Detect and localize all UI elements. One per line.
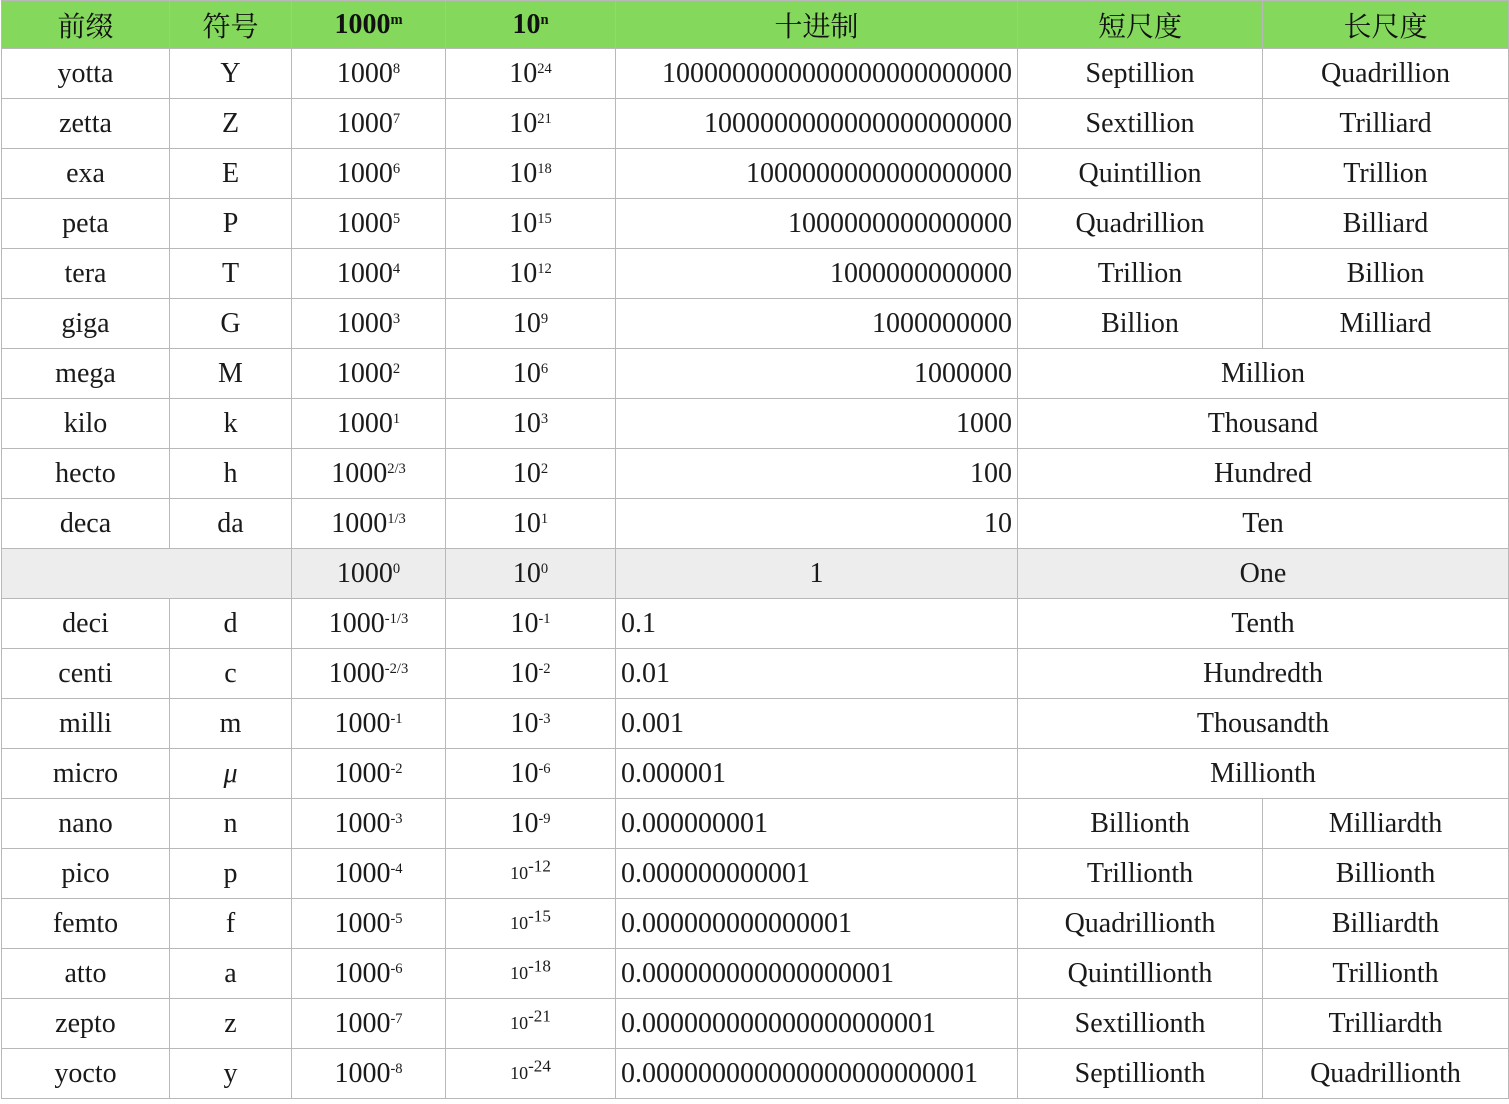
scale-name-cell: Thousandth xyxy=(1018,699,1509,749)
table-row xyxy=(2,649,1509,699)
symbol-cell: da xyxy=(170,499,292,549)
power-of-thousand-cell-exponent: -8 xyxy=(390,1060,403,1077)
power-of-ten-cell-exponent: 2 xyxy=(540,460,549,477)
decimal-cell: 1 xyxy=(616,549,1018,599)
prefix-cell: exa xyxy=(2,149,170,199)
power-of-ten-cell xyxy=(446,149,616,199)
power-of-ten-cell xyxy=(446,399,616,449)
power-of-thousand-cell xyxy=(292,999,446,1049)
power-of-ten-cell-base: 10 xyxy=(509,57,538,89)
power-of-thousand-cell-base: 1000 xyxy=(334,707,391,739)
table-row xyxy=(2,599,1509,649)
power-of-thousand-cell-exponent: 8 xyxy=(392,60,401,77)
power-of-ten-cell-exponent: 21 xyxy=(537,110,552,127)
decimal-cell: 0.000000000000001 xyxy=(616,899,1018,949)
short-scale-cell: Sextillionth xyxy=(1018,999,1263,1049)
decimal-cell: 0.000000001 xyxy=(616,799,1018,849)
power-of-ten-cell-base: 10 xyxy=(512,407,541,439)
power-of-ten-cell xyxy=(446,199,616,249)
long-scale-cell: Billiard xyxy=(1263,199,1509,249)
long-scale-cell: Billionth xyxy=(1263,849,1509,899)
power-of-ten-cell-exponent: 6 xyxy=(540,360,549,377)
power-of-thousand-cell-base: 1000 xyxy=(334,1057,391,1089)
power-of-ten-cell-base: 10 xyxy=(512,307,541,339)
power-of-thousand-cell-base: 1000 xyxy=(334,957,391,989)
symbol-cell: a xyxy=(170,949,292,999)
power-of-ten-cell-exponent: 3 xyxy=(540,410,549,427)
power-of-ten-cell xyxy=(446,249,616,299)
power-of-thousand-cell-exponent: 5 xyxy=(392,210,401,227)
power-of-ten-cell-base: 10 xyxy=(512,507,541,539)
power-of-thousand-cell-base: 1000 xyxy=(331,457,388,489)
header-decimal: 十进制 xyxy=(616,1,1018,49)
power-of-thousand-cell-base: 1000 xyxy=(334,757,391,789)
power-of-thousand-cell xyxy=(292,49,446,99)
header-power-of-thousand-base: 1000 xyxy=(334,8,391,40)
power-of-thousand-cell-base: 1000 xyxy=(336,407,393,439)
power-of-thousand-cell-base: 1000 xyxy=(336,557,393,589)
table-row xyxy=(2,549,1509,599)
prefix-cell: yotta xyxy=(2,49,170,99)
power-of-ten-cell-base: 10 xyxy=(510,707,539,739)
power-of-ten-cell-base: 10 xyxy=(510,807,539,839)
symbol-cell: y xyxy=(170,1049,292,1099)
header-power-of-ten-base: 10 xyxy=(512,8,541,40)
decimal-cell: 1000 xyxy=(616,399,1018,449)
power-of-thousand-cell-exponent: -2 xyxy=(390,760,403,777)
prefix-cell: peta xyxy=(2,199,170,249)
power-of-thousand-cell-exponent: 3 xyxy=(392,310,401,327)
power-of-ten-cell xyxy=(446,99,616,149)
power-of-thousand-cell-base: 1000 xyxy=(334,907,391,939)
prefix-cell: zetta xyxy=(2,99,170,149)
header-short-scale: 短尺度 xyxy=(1018,1,1263,49)
power-of-ten-cell-exponent: -2 xyxy=(538,660,551,677)
decimal-cell: 1000000000000000000000 xyxy=(616,99,1018,149)
scale-name-cell: Ten xyxy=(1018,499,1509,549)
scale-name-cell: One xyxy=(1018,549,1509,599)
decimal-cell: 0.000000000001 xyxy=(616,849,1018,899)
prefix-cell: zepto xyxy=(2,999,170,1049)
power-of-ten-cell xyxy=(446,699,616,749)
prefix-cell: femto xyxy=(2,899,170,949)
table-row xyxy=(2,949,1509,999)
power-of-thousand-cell-exponent: -7 xyxy=(390,1010,403,1027)
power-of-ten-cell-base: 10 xyxy=(509,207,538,239)
power-of-thousand-cell-exponent: 6 xyxy=(392,160,401,177)
long-scale-cell: Milliardth xyxy=(1263,799,1509,849)
power-of-ten-cell-exponent: -15 xyxy=(528,906,551,926)
short-scale-cell: Billion xyxy=(1018,299,1263,349)
header-row xyxy=(2,1,1509,49)
power-of-ten-cell xyxy=(446,1049,616,1099)
power-of-ten-cell-exponent: -18 xyxy=(528,956,551,976)
decimal-cell: 0.001 xyxy=(616,699,1018,749)
power-of-ten-cell-exponent: -12 xyxy=(528,856,551,876)
short-scale-cell: Trillion xyxy=(1018,249,1263,299)
symbol-cell: E xyxy=(170,149,292,199)
power-of-thousand-cell-base: 1000 xyxy=(336,157,393,189)
power-of-thousand-cell-base: 1000 xyxy=(336,107,393,139)
power-of-thousand-cell-exponent: -6 xyxy=(390,960,403,977)
prefix-cell: atto xyxy=(2,949,170,999)
scale-name-cell: Thousand xyxy=(1018,399,1509,449)
power-of-thousand-cell-base: 1000 xyxy=(328,607,385,639)
power-of-ten-cell-base: 10 xyxy=(512,357,541,389)
prefix-cell: hecto xyxy=(2,449,170,499)
decimal-cell: 1000000000000000000 xyxy=(616,149,1018,199)
prefix-cell: nano xyxy=(2,799,170,849)
power-of-ten-cell-base: 10 xyxy=(510,963,529,983)
power-of-thousand-cell-exponent: 2/3 xyxy=(387,460,406,477)
scale-name-cell: Million xyxy=(1018,349,1509,399)
symbol-cell: m xyxy=(170,699,292,749)
symbol-cell: P xyxy=(170,199,292,249)
prefix-cell: kilo xyxy=(2,399,170,449)
power-of-ten-cell-exponent: 12 xyxy=(537,260,552,277)
short-scale-cell: Trillionth xyxy=(1018,849,1263,899)
table-row xyxy=(2,449,1509,499)
power-of-ten-cell xyxy=(446,649,616,699)
power-of-thousand-cell xyxy=(292,449,446,499)
power-of-ten-cell-exponent: -3 xyxy=(538,710,551,727)
power-of-ten-cell-base: 10 xyxy=(509,157,538,189)
power-of-ten-cell xyxy=(446,549,616,599)
power-of-ten-cell-exponent: -6 xyxy=(538,760,551,777)
decimal-cell: 0.01 xyxy=(616,649,1018,699)
prefix-cell: mega xyxy=(2,349,170,399)
table-row xyxy=(2,749,1509,799)
header-symbol: 符号 xyxy=(170,1,292,49)
power-of-ten-cell-exponent: 0 xyxy=(540,560,549,577)
power-of-ten-cell-base: 10 xyxy=(510,607,539,639)
short-scale-cell: Quintillion xyxy=(1018,149,1263,199)
power-of-ten-cell xyxy=(446,299,616,349)
power-of-thousand-cell xyxy=(292,99,446,149)
decimal-cell: 0.1 xyxy=(616,599,1018,649)
table-row xyxy=(2,99,1509,149)
power-of-thousand-cell-base: 1000 xyxy=(331,507,388,539)
power-of-thousand-cell-base: 1000 xyxy=(336,357,393,389)
power-of-thousand-cell-base: 1000 xyxy=(334,807,391,839)
power-of-thousand-cell-exponent: 1 xyxy=(392,410,401,427)
power-of-ten-cell xyxy=(446,949,616,999)
empty-prefix-cell xyxy=(2,549,292,599)
power-of-ten-cell-base: 10 xyxy=(510,913,529,933)
power-of-thousand-cell xyxy=(292,849,446,899)
short-scale-cell: Septillionth xyxy=(1018,1049,1263,1099)
power-of-thousand-cell-base: 1000 xyxy=(336,307,393,339)
symbol-cell: Z xyxy=(170,99,292,149)
long-scale-cell: Billion xyxy=(1263,249,1509,299)
power-of-thousand-cell xyxy=(292,299,446,349)
power-of-ten-cell xyxy=(446,499,616,549)
long-scale-cell: Milliard xyxy=(1263,299,1509,349)
power-of-thousand-cell-base: 1000 xyxy=(336,57,393,89)
header-prefix: 前缀 xyxy=(2,1,170,49)
power-of-ten-cell-base: 10 xyxy=(509,257,538,289)
table-row xyxy=(2,899,1509,949)
power-of-ten-cell-exponent: -21 xyxy=(528,1006,551,1026)
power-of-ten-cell-exponent: 9 xyxy=(540,310,549,327)
symbol-cell: μ xyxy=(170,749,292,799)
power-of-ten-cell xyxy=(446,799,616,849)
power-of-thousand-cell xyxy=(292,349,446,399)
long-scale-cell: Trilliard xyxy=(1263,99,1509,149)
header-power-of-thousand-exponent: m xyxy=(390,11,403,28)
prefix-cell: centi xyxy=(2,649,170,699)
power-of-thousand-cell-base: 1000 xyxy=(334,857,391,889)
long-scale-cell: Billiardth xyxy=(1263,899,1509,949)
decimal-cell: 100 xyxy=(616,449,1018,499)
power-of-ten-cell-base: 10 xyxy=(509,107,538,139)
power-of-thousand-cell-base: 1000 xyxy=(336,257,393,289)
table-row xyxy=(2,799,1509,849)
power-of-thousand-cell-base: 1000 xyxy=(336,207,393,239)
table-row xyxy=(2,249,1509,299)
power-of-thousand-cell-exponent: 2 xyxy=(392,360,401,377)
power-of-thousand-cell xyxy=(292,749,446,799)
prefix-cell: pico xyxy=(2,849,170,899)
power-of-thousand-cell xyxy=(292,499,446,549)
power-of-thousand-cell xyxy=(292,699,446,749)
short-scale-cell: Billionth xyxy=(1018,799,1263,849)
symbol-cell: p xyxy=(170,849,292,899)
power-of-ten-cell-exponent: -1 xyxy=(538,610,551,627)
symbol-cell: c xyxy=(170,649,292,699)
power-of-thousand-cell xyxy=(292,399,446,449)
prefix-cell: giga xyxy=(2,299,170,349)
power-of-thousand-cell xyxy=(292,199,446,249)
symbol-cell: f xyxy=(170,899,292,949)
power-of-thousand-cell-exponent: -5 xyxy=(390,910,403,927)
power-of-thousand-cell-exponent: 1/3 xyxy=(387,510,406,527)
header-power-of-ten xyxy=(446,1,616,49)
scale-name-cell: Tenth xyxy=(1018,599,1509,649)
table-row xyxy=(2,699,1509,749)
decimal-cell: 0.000000000000000001 xyxy=(616,949,1018,999)
prefix-cell: micro xyxy=(2,749,170,799)
short-scale-cell: Sextillion xyxy=(1018,99,1263,149)
power-of-thousand-cell-exponent: -1/3 xyxy=(384,610,409,627)
power-of-ten-cell-exponent: -24 xyxy=(528,1056,551,1076)
symbol-cell: M xyxy=(170,349,292,399)
power-of-thousand-cell xyxy=(292,549,446,599)
scale-name-cell: Hundredth xyxy=(1018,649,1509,699)
long-scale-cell: Trilliardth xyxy=(1263,999,1509,1049)
scale-name-cell: Hundred xyxy=(1018,449,1509,499)
table-row xyxy=(2,399,1509,449)
short-scale-cell: Septillion xyxy=(1018,49,1263,99)
prefix-cell: milli xyxy=(2,699,170,749)
prefix-cell: deca xyxy=(2,499,170,549)
table-row xyxy=(2,849,1509,899)
power-of-thousand-cell xyxy=(292,899,446,949)
power-of-ten-cell xyxy=(446,449,616,499)
prefix-cell: deci xyxy=(2,599,170,649)
table-row xyxy=(2,149,1509,199)
symbol-cell: Y xyxy=(170,49,292,99)
decimal-cell: 1000000 xyxy=(616,349,1018,399)
decimal-cell: 1000000000000000 xyxy=(616,199,1018,249)
power-of-ten-cell-exponent: -9 xyxy=(538,810,551,827)
power-of-thousand-cell-base: 1000 xyxy=(334,1007,391,1039)
decimal-cell: 0.000001 xyxy=(616,749,1018,799)
power-of-thousand-cell xyxy=(292,1049,446,1099)
power-of-ten-cell xyxy=(446,849,616,899)
power-of-thousand-cell xyxy=(292,599,446,649)
decimal-cell: 1000000000 xyxy=(616,299,1018,349)
long-scale-cell: Trillion xyxy=(1263,149,1509,199)
power-of-thousand-cell-exponent: -4 xyxy=(390,860,403,877)
power-of-ten-cell-base: 10 xyxy=(510,1063,529,1083)
table-row xyxy=(2,299,1509,349)
symbol-cell: n xyxy=(170,799,292,849)
symbol-cell: k xyxy=(170,399,292,449)
symbol-cell: z xyxy=(170,999,292,1049)
power-of-thousand-cell-base: 1000 xyxy=(328,657,385,689)
power-of-ten-cell xyxy=(446,999,616,1049)
short-scale-cell: Quintillionth xyxy=(1018,949,1263,999)
si-prefix-table xyxy=(1,0,1509,1099)
power-of-thousand-cell xyxy=(292,249,446,299)
power-of-thousand-cell-exponent: -1 xyxy=(390,710,403,727)
header-power-of-thousand xyxy=(292,1,446,49)
header-long-scale: 长尺度 xyxy=(1263,1,1509,49)
symbol-cell: T xyxy=(170,249,292,299)
power-of-ten-cell-base: 10 xyxy=(512,557,541,589)
power-of-thousand-cell-exponent: 4 xyxy=(392,260,401,277)
symbol-cell: d xyxy=(170,599,292,649)
power-of-ten-cell-exponent: 18 xyxy=(537,160,552,177)
power-of-thousand-cell xyxy=(292,949,446,999)
power-of-ten-cell xyxy=(446,599,616,649)
decimal-cell: 0.000000000000000000000001 xyxy=(616,1049,1018,1099)
prefix-cell: tera xyxy=(2,249,170,299)
power-of-thousand-cell xyxy=(292,799,446,849)
long-scale-cell: Trillionth xyxy=(1263,949,1509,999)
table-row xyxy=(2,349,1509,399)
long-scale-cell: Quadrillionth xyxy=(1263,1049,1509,1099)
table-body xyxy=(2,49,1509,1099)
power-of-ten-cell-base: 10 xyxy=(510,657,539,689)
power-of-thousand-cell xyxy=(292,149,446,199)
power-of-ten-cell xyxy=(446,349,616,399)
short-scale-cell: Quadrillion xyxy=(1018,199,1263,249)
table-header xyxy=(2,1,1509,49)
table-row xyxy=(2,1049,1509,1099)
power-of-ten-cell-exponent: 24 xyxy=(537,60,552,77)
symbol-cell: G xyxy=(170,299,292,349)
short-scale-cell: Quadrillionth xyxy=(1018,899,1263,949)
power-of-thousand-cell xyxy=(292,649,446,699)
power-of-ten-cell xyxy=(446,899,616,949)
prefix-cell: yocto xyxy=(2,1049,170,1099)
decimal-cell: 1000000000000 xyxy=(616,249,1018,299)
long-scale-cell: Quadrillion xyxy=(1263,49,1509,99)
table-row xyxy=(2,199,1509,249)
power-of-ten-cell xyxy=(446,749,616,799)
table-row xyxy=(2,499,1509,549)
power-of-ten-cell-exponent: 1 xyxy=(540,510,549,527)
power-of-ten-cell xyxy=(446,49,616,99)
table-row xyxy=(2,49,1509,99)
power-of-ten-cell-base: 10 xyxy=(510,1013,529,1033)
decimal-cell: 10 xyxy=(616,499,1018,549)
table-row xyxy=(2,999,1509,1049)
power-of-thousand-cell-exponent: 7 xyxy=(392,110,401,127)
decimal-cell: 1000000000000000000000000 xyxy=(616,49,1018,99)
power-of-ten-cell-base: 10 xyxy=(510,863,529,883)
power-of-thousand-cell-exponent: -2/3 xyxy=(384,660,409,677)
power-of-thousand-cell-exponent: 0 xyxy=(392,560,401,577)
symbol-cell: h xyxy=(170,449,292,499)
power-of-ten-cell-exponent: 15 xyxy=(537,210,552,227)
power-of-thousand-cell-exponent: -3 xyxy=(390,810,403,827)
power-of-ten-cell-base: 10 xyxy=(512,457,541,489)
power-of-ten-cell-base: 10 xyxy=(510,757,539,789)
decimal-cell: 0.000000000000000000001 xyxy=(616,999,1018,1049)
scale-name-cell: Millionth xyxy=(1018,749,1509,799)
header-power-of-ten-exponent: n xyxy=(540,11,549,28)
